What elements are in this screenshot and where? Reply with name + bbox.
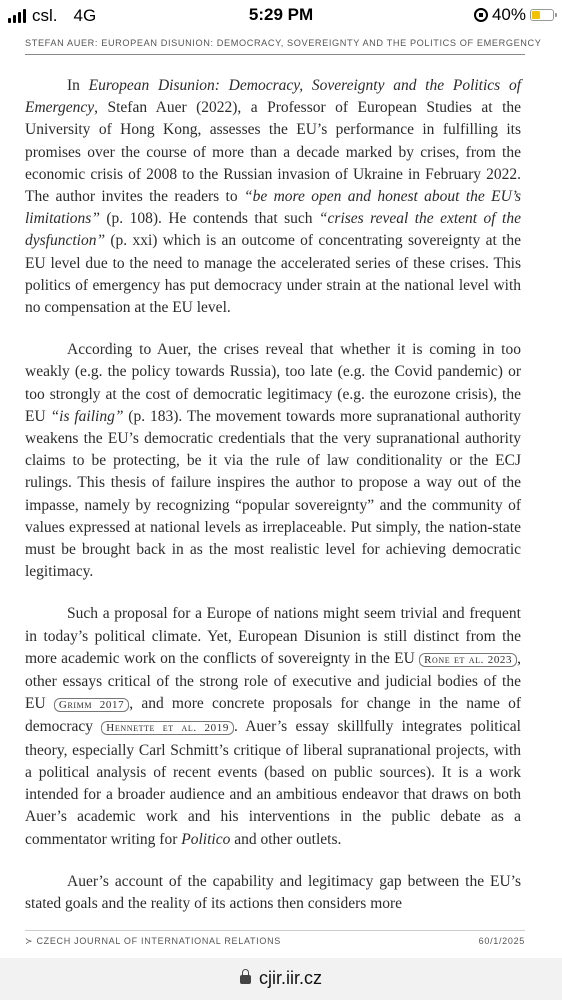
status-right — [474, 5, 554, 25]
lock-icon — [240, 975, 251, 984]
rotation-lock-icon — [474, 8, 488, 22]
citation-link[interactable]: Grimm 2017 — [54, 698, 129, 712]
paragraph-1: In European Disunion: Democracy, Sovereignty and the Politics of Emergency, Stefan Auer (2022), a Professor of European Studies at the University of Hong Kong, assesses the EU’s performance in fulfilling its promises over the course of more than a decade marked by crises, from the economic crisis of 2008 to the Russian invasion of Ukraine in February 2022. The author invites the readers to “be more open and honest about the EU’s limitations” (p. 108). He contends that such “crises reveal the extent of the dysfunction” (p. xxi) which is an outcome of concentrating sovereignty at the EU level due to the need to manage the accelerated series of these crises. This politics of emergency has put democracy under strain at the national level with no compensation at the EU level. — [25, 77, 522, 317]
book-title: European Disunion: Democracy, Sovereignty and the Politics of Emergency — [25, 77, 521, 117]
quote: “be more open and honest about the EU’s limitations” — [25, 188, 522, 228]
quote: “is failing” — [50, 407, 124, 425]
clock: 5:29 PM — [248, 5, 314, 24]
battery-icon — [530, 9, 554, 21]
status-bar — [0, 0, 562, 32]
paragraph-2: According to Auer, the crises reveal that whether it is coming in too weakly (e.g. the policy towards Russia), too late (e.g. the Covid pandemic) or too strongly at the cost of democratic legitimacy (e.g. the eurozone crisis), the EU “is failing” (p. 183). The movement towards more supranational authority weakens the EU’s democratic credentials that the very supranational authority claims to be protecting, be it via the rule of law conditionality or the ECJ rulings. This thesis of failure inspires the author to propose a way out of the impasse, namely by recognizing “popular sovereignty” and the community of values expressed at national levels as irreplaceable. Put simply, the nation-state must be brought back in as the most realistic level for achieving democratic legitimacy. — [25, 341, 522, 581]
quote: “crises reveal the extent of the dysfunction” — [25, 210, 521, 250]
journal-name: ≻ CZECH JOURNAL OF INTERNATIONAL RELATIONS — [25, 936, 281, 946]
paragraph-4: Auer’s account of the capability and legitimacy gap between the EU’s stated goals and the reality of its actions then considers more — [25, 872, 521, 912]
publication-name: Politico — [181, 830, 231, 848]
network-type: 4G — [73, 6, 97, 25]
citation-link[interactable]: Hennette et al. 2019 — [101, 721, 234, 735]
carrier-name: csl. — [32, 6, 58, 25]
paragraph-3: Such a proposal for a Europe of nations might seem trivial and frequent in today’s political climate. Yet, European Disunion is still distinct from the more academic work on the conflicts of sovereignty in the EU Rone et al. 2023 , other essays critical of the strong role of executive and judicial bodies of the EU Grimm 2017 , and more concrete proposals for change in the name of democracy Hennette et al. 2019 . Auer’s essay skillfully integrates political theory, especially Carl Schmitt’s critique of liberal supranational projects, with a political analysis of recent events (based on public sources). It is a work intended for a broader audience and an ambitious endeavor that draws on both Auer’s academic work and his interventions in the public debate as a commentator writing for Politico and other outlets. — [25, 605, 522, 848]
url-text[interactable]: cjir.iir.cz — [259, 968, 322, 988]
issue-page-number: 60/1/2025 — [478, 936, 525, 946]
url-display[interactable] — [0, 968, 562, 989]
citation-link[interactable]: Rone et al. 2023 — [419, 653, 517, 667]
footer-rule — [25, 930, 525, 931]
header-rule — [25, 54, 525, 55]
battery-percent: 40% — [491, 5, 526, 24]
browser-address-bar[interactable] — [0, 958, 562, 1000]
journal-mark-icon: ≻ — [25, 936, 37, 946]
article-body[interactable] — [25, 75, 521, 935]
running-head: STEFAN AUER: EUROPEAN DISUNION: DEMOCRACY, SOVEREIGNTY AND THE POLITICS OF EMERGENCY — [25, 38, 542, 48]
